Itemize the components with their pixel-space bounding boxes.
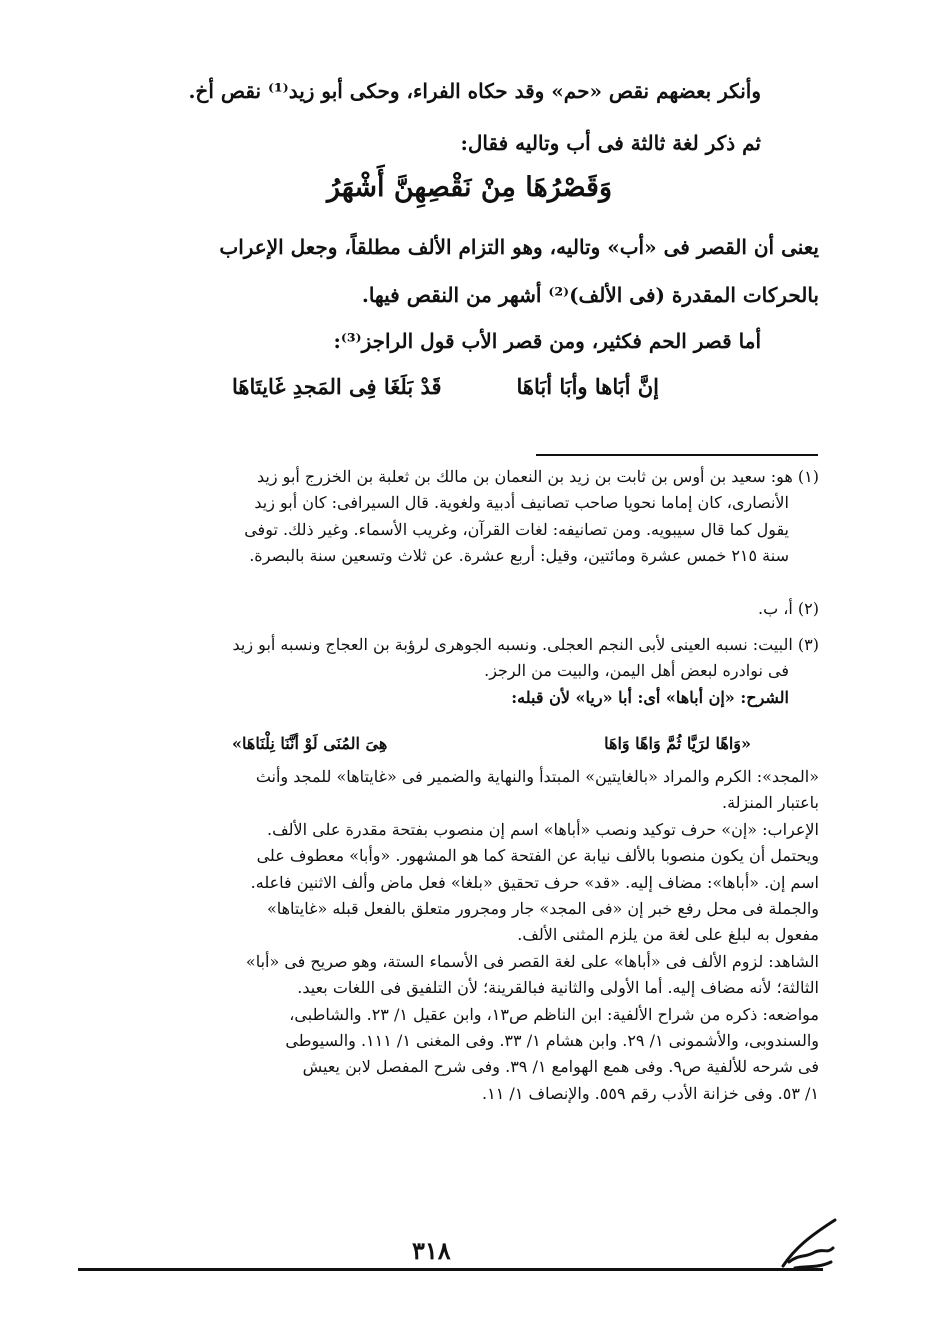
footnote-3-verse-left: هِىَ المُنَى لَوْ أنَّنَا نِلْنَاهَا» [232, 734, 388, 753]
footnote-3-body-line: الثالثة؛ لأنه مضاف إليه. أما الأولى والثانية فبالقرينة؛ لأن التلفيق فى اللغات بعيد. [297, 978, 819, 998]
footnote-3-body-line: اسم إن. «أباها»: مضاف إليه. «قد» حرف تحقيق «بلغا» فعل ماض وألف الاثنين فاعله. [250, 872, 819, 892]
footnote-3-line: (٣) البيت: نسبه العينى لأبى النجم العجلى. ونسبه الجوهرى لرؤبة بن العجاج ونسبه أبو زيد [232, 635, 819, 654]
footnote-3-body-line: «المجد»: الكرم والمراد «بالغايتين» المبتدأ والنهاية والضمير فى «غايتاها» للمجد وأنث [255, 767, 819, 786]
footnote-1-line: سنة ٢١٥ خمس عشرة ومائتين، وقيل: أربع عشرة. عن ثلاث وتسعين سنة بالبصرة. [249, 546, 789, 566]
footnote-3-body [84, 764, 819, 1107]
footnote-3-line: الشرح: «إن أباها» أى: أبا «ريا» لأن قبله: [511, 687, 789, 707]
footnote-3 [114, 632, 819, 711]
main-line-4: بالحركات المقدرة (فى الألف)⁽²⁾ أشهر من النقص فيها. [361, 283, 819, 307]
main-line-2: ثم ذكر لغة ثالثة فى أب وتاليه فقال: [460, 131, 761, 155]
footnote-1-line: (١) هو: سعيد بن أوس بن ثابت بن زيد بن النعمان بن مالك بن ثعلبة بن الخزرج أبو زيد [257, 467, 819, 486]
verse2-right-hemistich: إنَّ أبَاها وأبَا أبَاهَا [516, 374, 659, 399]
page-number: ٣١٨ [412, 1236, 451, 1265]
footnote-3-body-line: فى شرحه للألفية ص٩. وفى همع الهوامع ١/ ٣٩. وفى شرح المفصل لابن يعيش [302, 1057, 819, 1077]
footnote-2-line: (٢) أ، ب. [757, 599, 819, 618]
footnote-3-body-line: باعتبار المنزلة. [722, 793, 819, 813]
footnote-3-verse-right: «وَاهًا لرَيَّا ثُمَّ وَاهًا وَاهَا [604, 734, 751, 753]
footnote-3-body-line: مواضعه: ذكره من شراح الألفية: ابن الناظم ص١٣، وابن عقيل ١/ ٢٣. والشاطبى، [289, 1004, 819, 1024]
footnote-2 [114, 596, 819, 622]
footnote-3-body-line: والسندوبى، والأشمونى ١/ ٢٩. وابن هشام ١/ ٣٣. وفى المغنى ١/ ١١١. والسيوطى [285, 1031, 819, 1051]
footnote-3-body-line: ويحتمل أن يكون منصوبا بالألف نيابة عن الفتحة كما هو المشهور. «وأبا» معطوف على [256, 846, 819, 866]
verse-line: وَقَصْرُهَا مِنْ نَقْصِهِنَّ أَشْهَرُ [327, 172, 612, 203]
main-line-1: وأنكر بعضهم نقص «حم» وقد حكاه الفراء، وحكى أبو زيد⁽¹⁾ نقص أخ. [188, 79, 761, 103]
footnote-separator [536, 454, 818, 456]
main-line-3: يعنى أن القصر فى «أب» وتاليه، وهو التزام الألف مطلقاً، وجعل الإعراب [219, 235, 819, 259]
footnote-3-body-line: ١/ ٥٣. وفى خزانة الأدب رقم ٥٥٩. والإنصاف ١/ ١١. [482, 1083, 819, 1103]
footnote-1 [114, 464, 819, 570]
footnote-3-body-line: الشاهد: لزوم الألف فى «أباها» على لغة القصر فى الأسماء الستة، وهو صريح فى «أبا» [245, 951, 819, 971]
footnote-3-line: فى نوادره لبعض أهل اليمن، والبيت من الرجز. [484, 661, 789, 681]
footnote-3-body-line: مفعول به لبلغ على لغة من يلزم المثنى الألف. [517, 925, 819, 945]
footnote-1-line: يقول كما قال سيبويه. ومن تصانيفه: لغات القرآن، وغريب الأسماء. وغير ذلك. توفى [244, 519, 789, 539]
main-line-5: أما قصر الحم فكثير، ومن قصر الأب قول الراجز⁽³⁾: [333, 329, 761, 353]
footer-rule [78, 1268, 823, 1271]
publisher-logo-icon [775, 1208, 845, 1278]
footnote-1-line: الأنصارى، كان إماما نحويا صاحب تصانيف أدبية ولغوية. قال السيرافى: كان أبو زيد [254, 493, 789, 513]
footnote-3-body-line: والجملة فى محل رفع خبر إن «فى المجد» جار ومجرور متعلق بالفعل قبله «غايتاها» [266, 899, 819, 919]
verse2-left-hemistich: قَدْ بَلَغَا فِى المَجدِ غَايتَاهَا [232, 374, 442, 399]
footnote-3-body-line: الإعراب: «إن» حرف توكيد ونصب «أباها» اسم إن منصوب بفتحة مقدرة على الألف. [267, 819, 819, 839]
